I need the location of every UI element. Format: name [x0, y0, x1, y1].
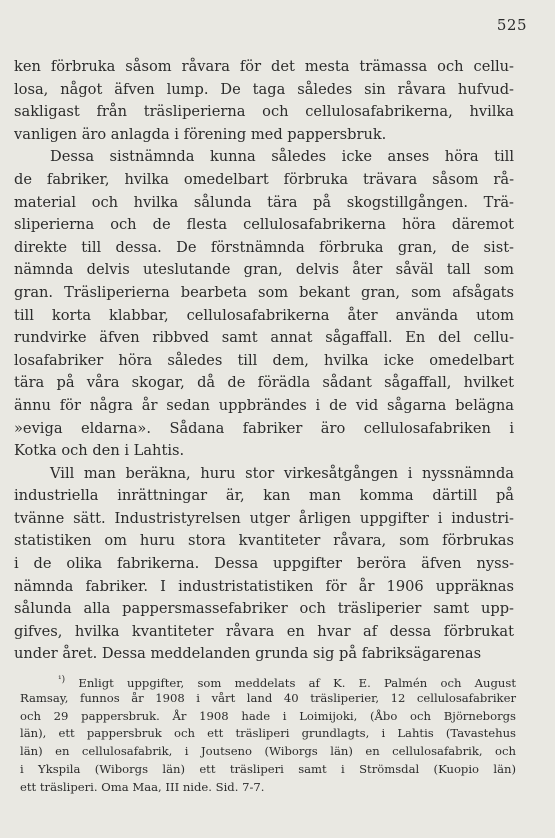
text-line: sliperierna och de flesta cellulosafabrikerna höra däremot: [14, 216, 514, 234]
paragraph-1: [14, 56, 514, 146]
text-line: vanligen äro anlagda i förening med pappersbruk.: [14, 125, 387, 143]
text-line: Dessa sistnämnda kunna således icke anses höra till: [50, 148, 514, 166]
text-line: direkte till dessa. De förstnämnda förbruka gran, de sist-: [14, 238, 514, 256]
text-line: ännu för några år sedan uppbrändes i de vid sågarna belägna: [14, 396, 514, 414]
footnote-line: län) en cellulosafabrik, i Joutseno (Wiborgs län) en cellulosafabrik, och: [20, 744, 516, 759]
text-line: rundvirke äfven ribbved samt annat sågaffall. En del cellu-: [14, 329, 514, 347]
text-line: statistiken om huru stora kvantiteter råvara, som förbrukas: [14, 532, 514, 550]
text-line: material och hvilka sålunda tära på skogstillgången. Trä-: [14, 193, 514, 211]
text-line: ken förbruka såsom råvara för det mesta trämassa och cellu-: [14, 58, 514, 75]
text-line: tära på våra skogar, då de förädla sådant sågaffall, hvilket: [14, 374, 514, 392]
text-line: losa, något äfven lump. De taga således sin råvara hufvud-: [14, 80, 514, 98]
text-line: »eviga eldarna». Sådana fabriker äro cellulosafabriken i: [14, 419, 514, 437]
text-line: i de olika fabrikerna. Dessa uppgifter beröra äfven nyss-: [14, 555, 514, 573]
text-line: de fabriker, hvilka omedelbart förbruka trävara såsom rå-: [14, 170, 514, 188]
text-line: industriella inrättningar är, kan man komma därtill på: [14, 487, 514, 505]
text-line: till korta klabbar, cellulosafabrikerna åter använda utom: [14, 306, 514, 324]
footnote-line: [20, 672, 516, 690]
text-line: Kotka och den i Lahtis.: [14, 442, 185, 460]
text-line: nämnda fabriker. I industristatistiken för år 1906 uppräknas: [14, 577, 514, 595]
text-line: under året. Dessa meddelanden grunda sig på fabriksägarenas: [14, 645, 482, 663]
text-line: gifves, hvilka kvantiteter råvara en hvar af dessa förbrukat: [14, 622, 514, 640]
paragraph-3: [14, 463, 514, 666]
footnote-marker: ¹): [58, 675, 66, 685]
text-line: losafabriker höra således till dem, hvilka icke omedelbart: [14, 351, 514, 369]
text-line: tvänne sätt. Industristyrelsen utger årligen uppgifter i industri-: [14, 509, 514, 527]
text-line: nämnda delvis uteslutande gran, delvis åter såväl tall som: [14, 261, 514, 279]
footnote-line: i Ykspila (Wiborgs län) ett träsliperi samt i Strömsdal (Kuopio län): [20, 761, 516, 776]
footnote: [20, 672, 516, 797]
footnote-line-text: Enligt uppgifter, som meddelats af K. E. Palmén och August: [78, 676, 516, 690]
text-line: sakligast från träsliperierna och cellulosafabrikerna, hvilka: [14, 103, 514, 121]
text-line: gran. Träsliperierna bearbeta som bekant gran, som afsågats: [14, 283, 514, 301]
footnote-line: län), ett pappersbruk och ett träsliperi grundlagts, i Lahtis (Tavastehus: [20, 726, 516, 741]
footnote-line: Ramsay, funnos år 1908 i vårt land 40 träsliperier, 12 cellulosafabriker: [20, 690, 516, 705]
footnote-line: och 29 pappersbruk. År 1908 hade i Loimijoki, (Åbo och Björneborgs: [20, 708, 516, 723]
footnote-line: ett träsliperi. Oma Maa, III nide. Sid. 7-7.: [20, 779, 265, 794]
paragraph-2: [14, 146, 514, 462]
text-line: sålunda alla pappersmassefabriker och träsliperier samt upp-: [14, 600, 514, 618]
page-number: 525: [496, 16, 527, 34]
body-text: [14, 56, 514, 666]
text-line: Vill man beräkna, huru stor virkesåtgången i nyssnämnda: [50, 464, 514, 482]
